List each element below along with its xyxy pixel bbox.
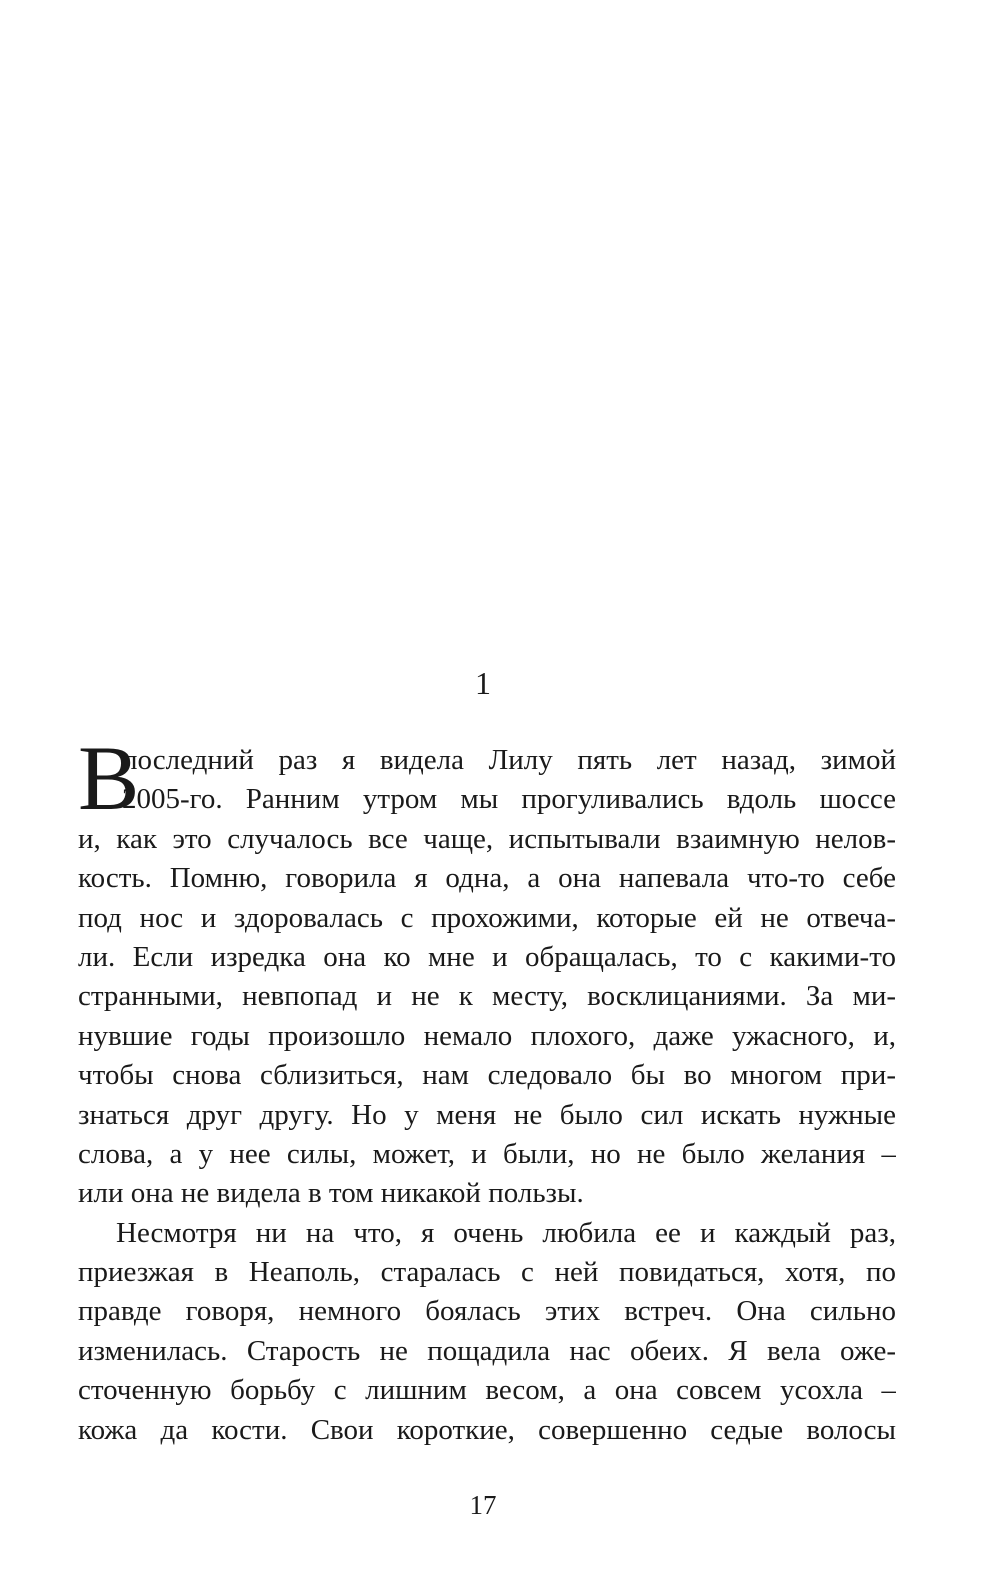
text-line: чтобы снова сблизиться, нам следовало бы во многом при- xyxy=(78,1059,896,1092)
text-line: нувшие годы произошло немало плохого, даже ужасного, и, xyxy=(78,1019,896,1052)
text-line: ли. Если изредка она ко мне и обращалась, то с какими-то xyxy=(78,940,896,973)
text-line: изменилась. Старость не пощадила нас обеих. Я вела оже- xyxy=(78,1334,896,1367)
text-line: или она не видела в том никакой пользы. xyxy=(78,1177,584,1210)
text-line: Несмотря ни на что, я очень любила ее и каждый раз, xyxy=(116,1216,896,1249)
text-line: приезжая в Неаполь, старалась с ней повидаться, хотя, по xyxy=(78,1256,896,1289)
text-line: кость. Помню, говорила я одна, а она напевала что-то себе xyxy=(78,862,896,895)
text-line: 2005-го. Ранним утром мы прогуливались вдоль шоссе xyxy=(122,783,896,816)
text-line: знаться друг другу. Но у меня не было сил искать нужные xyxy=(78,1098,896,1131)
drop-cap: В xyxy=(78,727,140,829)
text-line: последний раз я видела Лилу пять лет назад, зимой xyxy=(122,744,896,776)
text-line: под нос и здоровалась с прохожими, которые ей не отвеча- xyxy=(78,901,896,934)
body-text xyxy=(78,741,896,1450)
text-line: кожа да кости. Свои короткие, совершенно седые волосы xyxy=(78,1413,896,1446)
text-line: правде говоря, немного боялась этих встреч. Она сильно xyxy=(78,1295,896,1328)
chapter-number: 1 xyxy=(475,665,491,701)
page-number: 17 xyxy=(469,1490,497,1520)
text-line: слова, а у нее силы, может, и были, но не было желания – xyxy=(78,1137,896,1170)
text-line: сточенную борьбу с лишним весом, а она совсем усохла – xyxy=(78,1374,896,1407)
text-line: странными, невпопад и не к месту, восклицаниями. За ми- xyxy=(78,980,896,1013)
text-line: и, как это случалось все чаще, испытывали взаимную нелов- xyxy=(78,822,896,855)
